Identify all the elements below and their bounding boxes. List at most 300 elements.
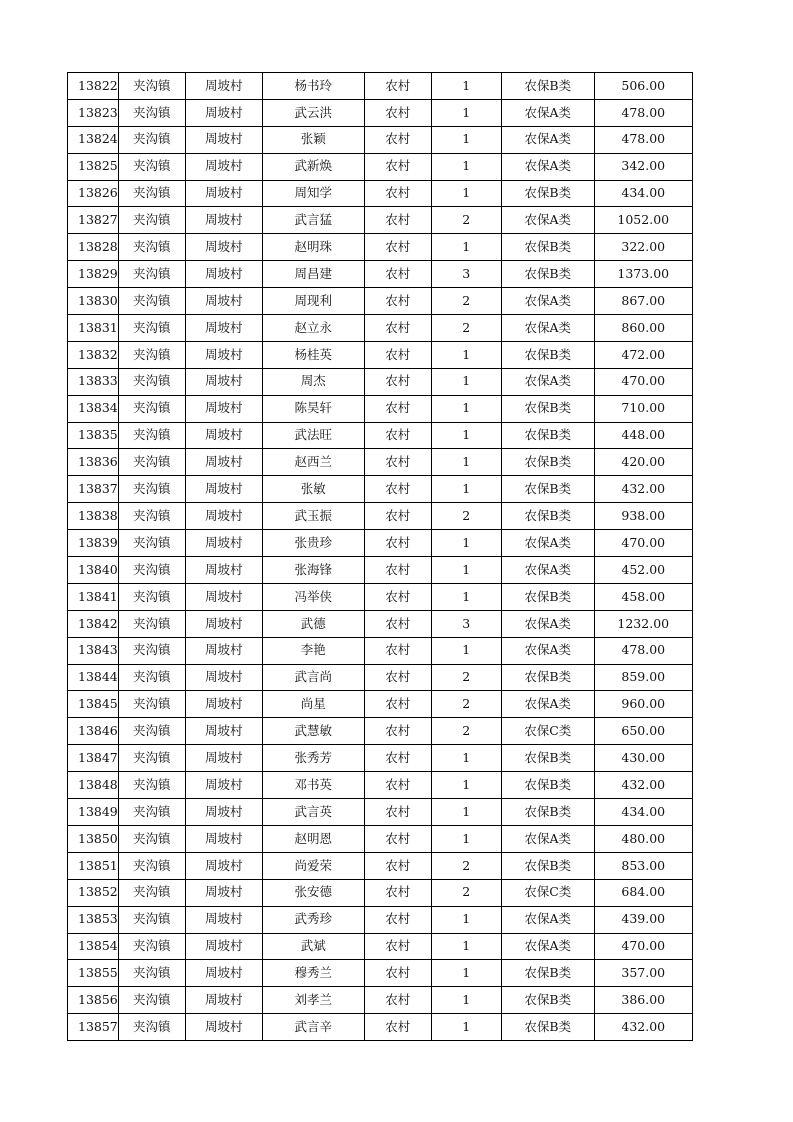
cell-village: 周坡村	[185, 315, 262, 342]
cell-member-count: 1	[431, 476, 501, 503]
cell-record-id: 13854	[68, 933, 119, 960]
cell-household-type: 农村	[364, 960, 431, 987]
table-row	[68, 718, 693, 745]
cell-record-id: 13829	[68, 261, 119, 288]
cell-member-count: 2	[431, 879, 501, 906]
cell-insurance-category: 农保A类	[501, 933, 594, 960]
cell-record-id: 13857	[68, 1014, 119, 1041]
cell-village: 周坡村	[185, 341, 262, 368]
cell-village: 周坡村	[185, 583, 262, 610]
table-row	[68, 73, 693, 100]
table-row	[68, 879, 693, 906]
cell-member-count: 3	[431, 261, 501, 288]
cell-insurance-category: 农保B类	[501, 395, 594, 422]
cell-name: 武秀珍	[262, 906, 364, 933]
cell-amount: 432.00	[594, 772, 692, 799]
cell-household-type: 农村	[364, 234, 431, 261]
cell-village: 周坡村	[185, 449, 262, 476]
cell-record-id: 13855	[68, 960, 119, 987]
cell-name: 杨书玲	[262, 73, 364, 100]
cell-amount: 478.00	[594, 126, 692, 153]
cell-amount: 458.00	[594, 583, 692, 610]
cell-record-id: 13839	[68, 530, 119, 557]
cell-record-id: 13840	[68, 557, 119, 584]
cell-member-count: 1	[431, 180, 501, 207]
cell-insurance-category: 农保B类	[501, 422, 594, 449]
cell-record-id: 13853	[68, 906, 119, 933]
cell-household-type: 农村	[364, 691, 431, 718]
cell-town: 夹沟镇	[118, 772, 185, 799]
cell-member-count: 1	[431, 799, 501, 826]
cell-village: 周坡村	[185, 691, 262, 718]
cell-town: 夹沟镇	[118, 583, 185, 610]
cell-household-type: 农村	[364, 799, 431, 826]
cell-insurance-category: 农保B类	[501, 960, 594, 987]
cell-amount: 710.00	[594, 395, 692, 422]
cell-insurance-category: 农保A类	[501, 207, 594, 234]
cell-insurance-category: 农保B类	[501, 987, 594, 1014]
cell-record-id: 13841	[68, 583, 119, 610]
cell-record-id: 13836	[68, 449, 119, 476]
cell-member-count: 1	[431, 449, 501, 476]
cell-town: 夹沟镇	[118, 449, 185, 476]
cell-village: 周坡村	[185, 476, 262, 503]
cell-household-type: 农村	[364, 180, 431, 207]
cell-insurance-category: 农保B类	[501, 180, 594, 207]
cell-member-count: 2	[431, 288, 501, 315]
cell-insurance-category: 农保C类	[501, 879, 594, 906]
cell-household-type: 农村	[364, 261, 431, 288]
cell-amount: 960.00	[594, 691, 692, 718]
cell-member-count: 1	[431, 530, 501, 557]
cell-record-id: 13843	[68, 637, 119, 664]
cell-household-type: 农村	[364, 99, 431, 126]
cell-insurance-category: 农保B类	[501, 1014, 594, 1041]
cell-amount: 357.00	[594, 960, 692, 987]
cell-village: 周坡村	[185, 530, 262, 557]
cell-household-type: 农村	[364, 557, 431, 584]
cell-record-id: 13837	[68, 476, 119, 503]
cell-amount: 386.00	[594, 987, 692, 1014]
cell-town: 夹沟镇	[118, 153, 185, 180]
cell-name: 尚爱荣	[262, 852, 364, 879]
table-row	[68, 476, 693, 503]
table-row	[68, 825, 693, 852]
cell-town: 夹沟镇	[118, 73, 185, 100]
cell-name: 张颖	[262, 126, 364, 153]
cell-insurance-category: 农保B类	[501, 449, 594, 476]
cell-amount: 1052.00	[594, 207, 692, 234]
cell-village: 周坡村	[185, 153, 262, 180]
cell-insurance-category: 农保B类	[501, 799, 594, 826]
cell-member-count: 1	[431, 99, 501, 126]
cell-town: 夹沟镇	[118, 987, 185, 1014]
cell-village: 周坡村	[185, 73, 262, 100]
cell-town: 夹沟镇	[118, 395, 185, 422]
cell-insurance-category: 农保A类	[501, 530, 594, 557]
cell-name: 张海锋	[262, 557, 364, 584]
cell-household-type: 农村	[364, 73, 431, 100]
cell-amount: 432.00	[594, 476, 692, 503]
cell-household-type: 农村	[364, 933, 431, 960]
cell-amount: 1232.00	[594, 610, 692, 637]
cell-amount: 860.00	[594, 315, 692, 342]
cell-town: 夹沟镇	[118, 99, 185, 126]
cell-insurance-category: 农保B类	[501, 745, 594, 772]
cell-member-count: 1	[431, 745, 501, 772]
table-row	[68, 99, 693, 126]
table-row	[68, 180, 693, 207]
cell-amount: 480.00	[594, 825, 692, 852]
cell-amount: 434.00	[594, 799, 692, 826]
cell-amount: 430.00	[594, 745, 692, 772]
cell-member-count: 1	[431, 126, 501, 153]
cell-name: 武法旺	[262, 422, 364, 449]
cell-record-id: 13851	[68, 852, 119, 879]
cell-town: 夹沟镇	[118, 852, 185, 879]
cell-village: 周坡村	[185, 879, 262, 906]
cell-name: 张安德	[262, 879, 364, 906]
cell-amount: 684.00	[594, 879, 692, 906]
table-row	[68, 395, 693, 422]
table-row	[68, 207, 693, 234]
table-row	[68, 906, 693, 933]
cell-record-id: 13838	[68, 503, 119, 530]
cell-amount: 478.00	[594, 99, 692, 126]
table-row	[68, 664, 693, 691]
cell-household-type: 农村	[364, 476, 431, 503]
cell-member-count: 1	[431, 395, 501, 422]
cell-record-id: 13835	[68, 422, 119, 449]
cell-insurance-category: 农保A类	[501, 610, 594, 637]
cell-name: 周杰	[262, 368, 364, 395]
cell-name: 尚星	[262, 691, 364, 718]
cell-village: 周坡村	[185, 745, 262, 772]
cell-household-type: 农村	[364, 852, 431, 879]
cell-member-count: 3	[431, 610, 501, 637]
cell-town: 夹沟镇	[118, 530, 185, 557]
cell-amount: 420.00	[594, 449, 692, 476]
cell-town: 夹沟镇	[118, 261, 185, 288]
cell-insurance-category: 农保B类	[501, 583, 594, 610]
cell-insurance-category: 农保B类	[501, 73, 594, 100]
cell-village: 周坡村	[185, 368, 262, 395]
cell-town: 夹沟镇	[118, 1014, 185, 1041]
cell-insurance-category: 农保A类	[501, 906, 594, 933]
cell-amount: 452.00	[594, 557, 692, 584]
cell-record-id: 13842	[68, 610, 119, 637]
cell-household-type: 农村	[364, 637, 431, 664]
cell-name: 武慧敏	[262, 718, 364, 745]
cell-name: 穆秀兰	[262, 960, 364, 987]
cell-village: 周坡村	[185, 207, 262, 234]
cell-town: 夹沟镇	[118, 745, 185, 772]
cell-amount: 470.00	[594, 530, 692, 557]
cell-household-type: 农村	[364, 772, 431, 799]
cell-member-count: 1	[431, 583, 501, 610]
cell-household-type: 农村	[364, 315, 431, 342]
cell-town: 夹沟镇	[118, 825, 185, 852]
cell-amount: 859.00	[594, 664, 692, 691]
cell-town: 夹沟镇	[118, 341, 185, 368]
cell-village: 周坡村	[185, 960, 262, 987]
cell-town: 夹沟镇	[118, 664, 185, 691]
cell-name: 李艳	[262, 637, 364, 664]
table-body	[68, 73, 693, 1041]
cell-household-type: 农村	[364, 503, 431, 530]
cell-village: 周坡村	[185, 288, 262, 315]
cell-village: 周坡村	[185, 772, 262, 799]
cell-town: 夹沟镇	[118, 503, 185, 530]
cell-member-count: 1	[431, 234, 501, 261]
table-row	[68, 1014, 693, 1041]
table-row	[68, 422, 693, 449]
cell-record-id: 13828	[68, 234, 119, 261]
cell-village: 周坡村	[185, 852, 262, 879]
cell-household-type: 农村	[364, 153, 431, 180]
cell-name: 周知学	[262, 180, 364, 207]
cell-household-type: 农村	[364, 449, 431, 476]
table-row	[68, 234, 693, 261]
cell-amount: 938.00	[594, 503, 692, 530]
cell-record-id: 13850	[68, 825, 119, 852]
cell-insurance-category: 农保B类	[501, 852, 594, 879]
cell-insurance-category: 农保A类	[501, 126, 594, 153]
cell-amount: 470.00	[594, 933, 692, 960]
cell-town: 夹沟镇	[118, 610, 185, 637]
cell-member-count: 1	[431, 772, 501, 799]
table-row	[68, 745, 693, 772]
cell-town: 夹沟镇	[118, 879, 185, 906]
cell-insurance-category: 农保A类	[501, 315, 594, 342]
table-row	[68, 691, 693, 718]
cell-insurance-category: 农保A类	[501, 691, 594, 718]
cell-name: 张贵珍	[262, 530, 364, 557]
cell-record-id: 13848	[68, 772, 119, 799]
cell-insurance-category: 农保A类	[501, 288, 594, 315]
cell-town: 夹沟镇	[118, 476, 185, 503]
cell-household-type: 农村	[364, 530, 431, 557]
cell-member-count: 1	[431, 933, 501, 960]
cell-amount: 650.00	[594, 718, 692, 745]
cell-town: 夹沟镇	[118, 691, 185, 718]
cell-town: 夹沟镇	[118, 288, 185, 315]
cell-member-count: 1	[431, 960, 501, 987]
cell-name: 武言猛	[262, 207, 364, 234]
cell-member-count: 1	[431, 1014, 501, 1041]
cell-household-type: 农村	[364, 288, 431, 315]
cell-household-type: 农村	[364, 207, 431, 234]
table-row	[68, 341, 693, 368]
cell-village: 周坡村	[185, 557, 262, 584]
cell-amount: 322.00	[594, 234, 692, 261]
cell-record-id: 13856	[68, 987, 119, 1014]
table-row	[68, 126, 693, 153]
cell-town: 夹沟镇	[118, 315, 185, 342]
cell-household-type: 农村	[364, 583, 431, 610]
cell-name: 武玉振	[262, 503, 364, 530]
table-row	[68, 368, 693, 395]
table-row	[68, 799, 693, 826]
cell-amount: 432.00	[594, 1014, 692, 1041]
cell-member-count: 2	[431, 664, 501, 691]
cell-member-count: 1	[431, 825, 501, 852]
cell-member-count: 1	[431, 73, 501, 100]
cell-household-type: 农村	[364, 745, 431, 772]
cell-village: 周坡村	[185, 126, 262, 153]
table-row	[68, 960, 693, 987]
cell-amount: 434.00	[594, 180, 692, 207]
table-row	[68, 772, 693, 799]
cell-record-id: 13822	[68, 73, 119, 100]
cell-name: 赵明珠	[262, 234, 364, 261]
cell-record-id: 13823	[68, 99, 119, 126]
cell-record-id: 13852	[68, 879, 119, 906]
cell-town: 夹沟镇	[118, 933, 185, 960]
cell-name: 赵明恩	[262, 825, 364, 852]
cell-name: 赵西兰	[262, 449, 364, 476]
cell-town: 夹沟镇	[118, 422, 185, 449]
cell-member-count: 2	[431, 691, 501, 718]
cell-record-id: 13847	[68, 745, 119, 772]
cell-name: 张敏	[262, 476, 364, 503]
cell-name: 冯举侠	[262, 583, 364, 610]
cell-town: 夹沟镇	[118, 960, 185, 987]
cell-amount: 1373.00	[594, 261, 692, 288]
cell-record-id: 13846	[68, 718, 119, 745]
cell-town: 夹沟镇	[118, 557, 185, 584]
cell-record-id: 13827	[68, 207, 119, 234]
cell-record-id: 13833	[68, 368, 119, 395]
cell-village: 周坡村	[185, 906, 262, 933]
cell-household-type: 农村	[364, 664, 431, 691]
cell-record-id: 13826	[68, 180, 119, 207]
cell-town: 夹沟镇	[118, 368, 185, 395]
cell-amount: 853.00	[594, 852, 692, 879]
table-row	[68, 610, 693, 637]
table-row	[68, 530, 693, 557]
cell-record-id: 13845	[68, 691, 119, 718]
cell-household-type: 农村	[364, 987, 431, 1014]
cell-town: 夹沟镇	[118, 180, 185, 207]
cell-member-count: 2	[431, 852, 501, 879]
cell-insurance-category: 农保B类	[501, 772, 594, 799]
cell-amount: 867.00	[594, 288, 692, 315]
cell-record-id: 13825	[68, 153, 119, 180]
table-row	[68, 288, 693, 315]
cell-town: 夹沟镇	[118, 234, 185, 261]
cell-village: 周坡村	[185, 422, 262, 449]
table-row	[68, 557, 693, 584]
cell-household-type: 农村	[364, 422, 431, 449]
cell-member-count: 1	[431, 368, 501, 395]
cell-insurance-category: 农保B类	[501, 476, 594, 503]
cell-town: 夹沟镇	[118, 637, 185, 664]
cell-insurance-category: 农保A类	[501, 637, 594, 664]
cell-name: 周昌建	[262, 261, 364, 288]
cell-name: 武言英	[262, 799, 364, 826]
cell-name: 武云洪	[262, 99, 364, 126]
table-row	[68, 503, 693, 530]
data-table	[67, 72, 693, 1041]
cell-insurance-category: 农保C类	[501, 718, 594, 745]
cell-insurance-category: 农保A类	[501, 557, 594, 584]
cell-household-type: 农村	[364, 610, 431, 637]
table-row	[68, 583, 693, 610]
cell-household-type: 农村	[364, 395, 431, 422]
cell-insurance-category: 农保A类	[501, 99, 594, 126]
cell-village: 周坡村	[185, 99, 262, 126]
cell-amount: 506.00	[594, 73, 692, 100]
cell-amount: 470.00	[594, 368, 692, 395]
cell-name: 武言尚	[262, 664, 364, 691]
cell-amount: 472.00	[594, 341, 692, 368]
cell-town: 夹沟镇	[118, 207, 185, 234]
cell-household-type: 农村	[364, 718, 431, 745]
cell-record-id: 13844	[68, 664, 119, 691]
table-row	[68, 933, 693, 960]
cell-village: 周坡村	[185, 664, 262, 691]
table-row	[68, 637, 693, 664]
table-row	[68, 987, 693, 1014]
cell-amount: 478.00	[594, 637, 692, 664]
cell-village: 周坡村	[185, 234, 262, 261]
cell-record-id: 13824	[68, 126, 119, 153]
cell-insurance-category: 农保A类	[501, 153, 594, 180]
cell-insurance-category: 农保A类	[501, 825, 594, 852]
cell-member-count: 1	[431, 987, 501, 1014]
cell-insurance-category: 农保B类	[501, 503, 594, 530]
cell-member-count: 1	[431, 637, 501, 664]
cell-name: 邓书英	[262, 772, 364, 799]
cell-village: 周坡村	[185, 1014, 262, 1041]
cell-name: 陈昊轩	[262, 395, 364, 422]
cell-name: 武新焕	[262, 153, 364, 180]
cell-member-count: 1	[431, 906, 501, 933]
cell-member-count: 1	[431, 422, 501, 449]
cell-insurance-category: 农保B类	[501, 341, 594, 368]
cell-member-count: 2	[431, 315, 501, 342]
cell-household-type: 农村	[364, 879, 431, 906]
table-row	[68, 153, 693, 180]
table-row	[68, 315, 693, 342]
cell-household-type: 农村	[364, 368, 431, 395]
cell-amount: 439.00	[594, 906, 692, 933]
cell-name: 周现利	[262, 288, 364, 315]
cell-household-type: 农村	[364, 1014, 431, 1041]
table-row	[68, 852, 693, 879]
cell-village: 周坡村	[185, 261, 262, 288]
cell-household-type: 农村	[364, 906, 431, 933]
cell-member-count: 1	[431, 557, 501, 584]
table-row	[68, 449, 693, 476]
cell-village: 周坡村	[185, 503, 262, 530]
cell-record-id: 13849	[68, 799, 119, 826]
cell-name: 赵立永	[262, 315, 364, 342]
cell-village: 周坡村	[185, 933, 262, 960]
cell-household-type: 农村	[364, 825, 431, 852]
cell-village: 周坡村	[185, 718, 262, 745]
cell-member-count: 1	[431, 153, 501, 180]
cell-village: 周坡村	[185, 180, 262, 207]
cell-name: 武斌	[262, 933, 364, 960]
cell-record-id: 13831	[68, 315, 119, 342]
cell-insurance-category: 农保B类	[501, 261, 594, 288]
cell-town: 夹沟镇	[118, 126, 185, 153]
cell-member-count: 2	[431, 503, 501, 530]
cell-member-count: 2	[431, 718, 501, 745]
cell-town: 夹沟镇	[118, 799, 185, 826]
